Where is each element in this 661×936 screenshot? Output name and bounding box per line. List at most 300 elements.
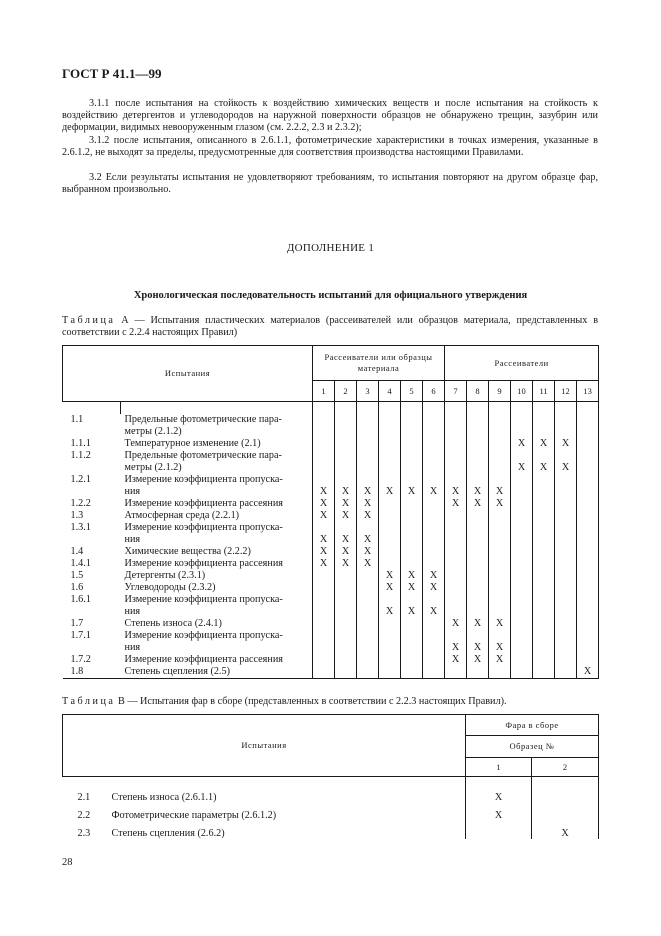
table-a-mark xyxy=(467,594,489,606)
table-a-mark xyxy=(313,606,335,618)
table-a-mark: X xyxy=(335,486,357,498)
table-a-mark xyxy=(401,462,423,474)
table-a-row-label: ния xyxy=(124,606,141,617)
table-b-row-label: Степень сцепления (2.6.2) xyxy=(111,828,225,839)
table-a-mark xyxy=(379,666,401,679)
table-a-mark xyxy=(379,438,401,450)
table-a-mark xyxy=(511,510,533,522)
table-a-mark xyxy=(555,474,577,486)
table-a-mark xyxy=(313,438,335,450)
table-a-mark xyxy=(445,666,467,679)
table-a-caption-label: Таблица xyxy=(62,315,116,326)
table-a-mark xyxy=(357,630,379,642)
table-a-mark: X xyxy=(335,558,357,570)
table-b-header-tests: Испытания xyxy=(63,715,466,777)
table-a-mark xyxy=(467,666,489,679)
table-a-row-label: Измерение коэффициента пропуска- xyxy=(124,594,283,605)
table-a-mark xyxy=(423,666,445,679)
table-a-row-label: Степень сцепления (2.5) xyxy=(121,666,313,679)
table-a-mark xyxy=(489,666,511,679)
paragraph-3-1-1: 3.1.1 после испытания на стойкость к воздействию химических веществ и после испытания на стойкость к воздействию детергентов и углеводородов на наружной поверхности образцов не обнаружено трещин, зазубрин или деформации, видимых невооруженным глазом (см. 2.2.2, 2.3 и 2.3.2); xyxy=(62,98,598,134)
table-a-spacer-cell xyxy=(511,402,533,415)
table-a-mark xyxy=(577,522,599,534)
table-a-row-id: 1.4 xyxy=(70,546,84,557)
table-a-mark xyxy=(445,450,467,462)
table-a-mark xyxy=(357,414,379,426)
table-a-mark xyxy=(379,450,401,462)
table-a-mark xyxy=(577,570,599,582)
table-a-mark: X xyxy=(423,486,445,498)
table-b-header-group: Фара в сборе xyxy=(466,715,599,736)
table-b-mark: X xyxy=(532,821,599,839)
table-a-mark xyxy=(533,630,555,642)
table-a-row-label: Измерение коэффициента пропуска- xyxy=(124,630,283,641)
table-a-mark xyxy=(511,606,533,618)
table-a-row-id: 1.1.1 xyxy=(70,438,91,449)
table-a-mark: X xyxy=(555,438,577,450)
table-a-mark xyxy=(533,522,555,534)
table-a-mark xyxy=(379,462,401,474)
table-a-mark xyxy=(555,510,577,522)
table-row xyxy=(63,821,599,839)
table-a-row-label: Детергенты (2.3.1) xyxy=(124,570,206,581)
table-a-mark xyxy=(379,618,401,630)
table-a-mark xyxy=(313,654,335,666)
table-b-row-label: Степень износа (2.6.1.1) xyxy=(111,792,217,803)
table-a-mark xyxy=(335,666,357,679)
table-a-mark xyxy=(489,510,511,522)
table-a-mark xyxy=(445,474,467,486)
table-a-mark xyxy=(423,630,445,642)
table-a-mark: X xyxy=(445,618,467,630)
table-a-mark: X xyxy=(445,654,467,666)
table-row xyxy=(63,654,599,666)
table-a-mark xyxy=(511,618,533,630)
table-a-mark xyxy=(533,426,555,438)
table-b-caption-text: В — Испытания фар в сборе (представленных в соответствии с 2.2.3 настоящих Правил). xyxy=(117,696,507,707)
table-row xyxy=(63,777,599,804)
table-a-mark xyxy=(423,426,445,438)
table-a-mark xyxy=(489,534,511,546)
table-a-mark xyxy=(533,642,555,654)
table-a-mark xyxy=(357,594,379,606)
table-row xyxy=(63,666,599,679)
table-row xyxy=(63,474,599,486)
table-a-mark xyxy=(313,414,335,426)
table-a-mark xyxy=(577,426,599,438)
table-a-mark xyxy=(423,546,445,558)
table-a-mark: X xyxy=(533,438,555,450)
table-a-col-number: 9 xyxy=(489,381,511,402)
table-a-mark xyxy=(533,666,555,679)
table-a-mark: X xyxy=(357,486,379,498)
table-a-mark xyxy=(313,450,335,462)
table-a-mark xyxy=(489,450,511,462)
table-a-row-id: 1.2.2 xyxy=(70,498,91,509)
table-a-mark: X xyxy=(401,486,423,498)
table-a-mark xyxy=(423,594,445,606)
table-a-mark: X xyxy=(313,510,335,522)
table-a-mark xyxy=(555,486,577,498)
section-title: Хронологическая последовательность испытаний для официального утверждения xyxy=(133,290,528,301)
table-a-mark xyxy=(423,618,445,630)
table-a-row-id: 1.3.1 xyxy=(70,522,91,533)
table-a-spacer-cell xyxy=(121,402,313,415)
table-a-col-number: 1 xyxy=(313,381,335,402)
table-b-mark xyxy=(466,821,532,839)
table-a-mark xyxy=(533,474,555,486)
table-a-mark xyxy=(467,570,489,582)
table-a-mark: X xyxy=(423,606,445,618)
table-a-mark xyxy=(335,462,357,474)
table-a-mark: X xyxy=(379,606,401,618)
table-a-mark xyxy=(401,630,423,642)
table-a-mark xyxy=(467,522,489,534)
table-a-mark xyxy=(335,642,357,654)
table-a-mark xyxy=(357,462,379,474)
table-a-mark xyxy=(423,462,445,474)
table-a-col-number: 5 xyxy=(401,381,423,402)
table-row xyxy=(63,534,599,546)
table-a-mark xyxy=(577,654,599,666)
table-a-mark xyxy=(467,582,489,594)
table-a-mark xyxy=(445,558,467,570)
table-b xyxy=(62,714,599,839)
table-a-row-id: 1.1.2 xyxy=(70,450,91,461)
table-a-mark xyxy=(423,558,445,570)
table-a-spacer-cell xyxy=(423,402,445,415)
table-a-mark xyxy=(511,558,533,570)
table-a-mark xyxy=(423,498,445,510)
table-a-mark: X xyxy=(335,510,357,522)
table-a-row-label: Измерение коэффициента рассеяния xyxy=(124,654,283,665)
table-a-row-id: 1.1 xyxy=(70,414,84,425)
table-a-mark xyxy=(379,510,401,522)
table-a-mark xyxy=(467,534,489,546)
table-a-row-id: 1.3 xyxy=(70,510,84,521)
table-a-mark: X xyxy=(357,510,379,522)
table-a-mark xyxy=(445,594,467,606)
table-a-mark xyxy=(313,426,335,438)
table-a-mark xyxy=(489,462,511,474)
table-b-row-label: Фотометрические параметры (2.6.1.2) xyxy=(111,810,277,821)
table-a-mark: X xyxy=(379,486,401,498)
table-a-mark xyxy=(357,522,379,534)
table-a-mark xyxy=(533,558,555,570)
table-a-col-number: 10 xyxy=(511,381,533,402)
table-a-mark xyxy=(577,486,599,498)
table-a-mark xyxy=(379,630,401,642)
table-row xyxy=(63,426,599,438)
table-a-mark xyxy=(313,474,335,486)
table-a-spacer-cell xyxy=(533,402,555,415)
table-a-mark xyxy=(335,630,357,642)
table-a-mark xyxy=(511,486,533,498)
table-a-mark xyxy=(423,414,445,426)
table-a-mark: X xyxy=(313,498,335,510)
table-a-mark xyxy=(489,438,511,450)
table-a-mark xyxy=(401,534,423,546)
table-a-mark xyxy=(577,546,599,558)
table-a-mark xyxy=(357,474,379,486)
table-row xyxy=(63,558,599,570)
table-a-mark: X xyxy=(445,486,467,498)
table-a-mark: X xyxy=(401,570,423,582)
table-row xyxy=(63,546,599,558)
table-a-col-number: 11 xyxy=(533,381,555,402)
table-a-mark xyxy=(467,450,489,462)
table-a-mark xyxy=(357,450,379,462)
table-b-body xyxy=(63,777,599,840)
table-a-mark xyxy=(335,438,357,450)
table-a-mark: X xyxy=(489,486,511,498)
table-a-mark xyxy=(335,606,357,618)
table-a-mark xyxy=(577,642,599,654)
table-a-mark: X xyxy=(379,570,401,582)
table-a-mark xyxy=(533,414,555,426)
table-b-mark: X xyxy=(466,777,532,804)
table-a-mark xyxy=(489,630,511,642)
table-a-mark xyxy=(335,450,357,462)
table-row xyxy=(63,438,599,450)
table-a-spacer-cell xyxy=(577,402,599,415)
table-a-mark xyxy=(489,522,511,534)
table-a-row-id: 1.7.1 xyxy=(70,630,91,641)
table-a-col-number: 13 xyxy=(577,381,599,402)
table-b-mark: X xyxy=(466,803,532,821)
table-a-mark xyxy=(533,498,555,510)
table-a-mark xyxy=(555,498,577,510)
table-a-row-id xyxy=(63,606,121,618)
table-a-mark xyxy=(533,534,555,546)
table-a-mark: X xyxy=(489,618,511,630)
table-a-mark xyxy=(489,570,511,582)
table-a-mark xyxy=(467,606,489,618)
table-a-mark xyxy=(489,474,511,486)
table-a-mark xyxy=(445,546,467,558)
paragraph-3-2: 3.2 Если результаты испытания не удовлетворяют требованиям, то испытания повторяют на другом образце фар, выбранном произвольно. xyxy=(62,172,598,196)
table-row xyxy=(63,450,599,462)
table-a-mark xyxy=(379,546,401,558)
table-a-mark xyxy=(467,462,489,474)
table-a-body xyxy=(63,402,599,679)
table-a-mark xyxy=(379,498,401,510)
table-a-mark xyxy=(401,546,423,558)
table-a-mark xyxy=(379,474,401,486)
table-a-mark xyxy=(533,570,555,582)
table-a-mark xyxy=(533,618,555,630)
table-a-mark: X xyxy=(313,534,335,546)
table-a-mark: X xyxy=(489,498,511,510)
table-a-mark xyxy=(313,522,335,534)
table-a-mark: X xyxy=(533,462,555,474)
table-a-mark xyxy=(511,522,533,534)
table-row xyxy=(63,594,599,606)
table-a-header-group-1: Рассеиватели или образцы материала xyxy=(313,346,445,381)
table-a-row-id xyxy=(63,462,121,474)
table-a-mark xyxy=(467,426,489,438)
table-a-mark xyxy=(445,630,467,642)
table-a-row-id: 1.6 xyxy=(70,582,84,593)
table-a-mark xyxy=(357,666,379,679)
table-a-header-tests: Испытания xyxy=(63,346,313,402)
table-a-row-label: Предельные фотометрические пара- xyxy=(124,414,282,425)
table-a-mark xyxy=(555,414,577,426)
table-a-mark: X xyxy=(423,570,445,582)
table-a-spacer-cell xyxy=(379,402,401,415)
table-a-mark xyxy=(467,414,489,426)
table-row xyxy=(63,486,599,498)
table-a-mark xyxy=(401,558,423,570)
table-a-row-label: Предельные фотометрические пара- xyxy=(124,450,282,461)
table-a-mark xyxy=(401,654,423,666)
table-a-mark xyxy=(379,654,401,666)
table-a-mark: X xyxy=(313,558,335,570)
table-b-row-id: 2.2 xyxy=(77,810,91,821)
table-a-mark xyxy=(423,642,445,654)
table-a-spacer-cell xyxy=(335,402,357,415)
table-a-mark xyxy=(577,510,599,522)
table-a-mark xyxy=(357,438,379,450)
table-b-mark xyxy=(532,803,599,821)
table-a-row-label: ния xyxy=(124,642,141,653)
table-a-mark xyxy=(401,618,423,630)
table-a-mark xyxy=(511,642,533,654)
table-a-mark xyxy=(335,426,357,438)
table-a-mark: X xyxy=(511,438,533,450)
table-a-mark xyxy=(511,498,533,510)
table-a-col-number: 6 xyxy=(423,381,445,402)
table-a-mark xyxy=(555,546,577,558)
table-b-caption xyxy=(62,696,598,708)
table-a-mark xyxy=(379,522,401,534)
table-row xyxy=(63,462,599,474)
table-a-mark xyxy=(445,462,467,474)
table-row xyxy=(63,510,599,522)
table-a-mark xyxy=(423,654,445,666)
table-a-row-id xyxy=(63,426,121,438)
table-a-spacer-cell xyxy=(467,402,489,415)
table-b-mark xyxy=(532,777,599,804)
table-row xyxy=(63,570,599,582)
table-a-row-id xyxy=(63,642,121,654)
table-a-mark xyxy=(555,618,577,630)
table-a-mark xyxy=(335,414,357,426)
table-a-mark xyxy=(379,594,401,606)
table-a-mark: X xyxy=(313,486,335,498)
table-a-mark xyxy=(577,498,599,510)
table-a-mark xyxy=(445,606,467,618)
table-a-mark xyxy=(577,630,599,642)
table-a-mark xyxy=(335,570,357,582)
table-a-mark xyxy=(511,666,533,679)
table-row xyxy=(63,498,599,510)
table-a-mark xyxy=(379,642,401,654)
table-a-mark xyxy=(511,426,533,438)
table-a-mark: X xyxy=(467,498,489,510)
table-a-mark xyxy=(577,534,599,546)
table-a-mark xyxy=(467,474,489,486)
table-a-mark xyxy=(445,522,467,534)
table-a-col-number: 4 xyxy=(379,381,401,402)
table-a-mark xyxy=(423,474,445,486)
table-a-mark xyxy=(577,594,599,606)
table-a-mark xyxy=(335,654,357,666)
table-a-row-label: Измерение коэффициента пропуска- xyxy=(124,474,283,485)
table-a-mark: X xyxy=(357,534,379,546)
table-a-mark xyxy=(335,474,357,486)
table-a-mark xyxy=(489,426,511,438)
table-a-mark xyxy=(511,474,533,486)
table-a-mark: X xyxy=(335,546,357,558)
table-a-row-label: Углеводороды (2.3.2) xyxy=(124,582,216,593)
table-a-spacer-cell xyxy=(401,402,423,415)
table-a-mark xyxy=(533,582,555,594)
table-a-mark xyxy=(401,498,423,510)
table-a-row-label: метры (2.1.2) xyxy=(124,426,182,437)
table-a-mark xyxy=(533,606,555,618)
table-a-mark: X xyxy=(357,558,379,570)
table-a-col-number: 2 xyxy=(335,381,357,402)
table-row xyxy=(63,803,599,821)
table-a-mark xyxy=(533,594,555,606)
table-a-row-label: Измерение коэффициента пропуска- xyxy=(124,522,283,533)
table-a-spacer-row xyxy=(63,402,599,415)
table-a-mark xyxy=(379,558,401,570)
table-a-mark: X xyxy=(467,642,489,654)
table-a-mark xyxy=(555,666,577,679)
table-a-caption-text: А — Испытания пластических материалов (рассеивателей или образцов материала, представленных в соответствии с 2.2.4 настоящих Правил) xyxy=(62,315,598,339)
table-a-row-label: ния xyxy=(124,534,141,545)
table-a-mark xyxy=(401,642,423,654)
table-a-mark xyxy=(555,642,577,654)
table-a-row-id: 1.2.1 xyxy=(70,474,91,485)
table-a-mark xyxy=(555,594,577,606)
table-a-row-label: Температурное изменение (2.1) xyxy=(124,438,261,449)
table-a-mark xyxy=(313,642,335,654)
table-a-mark xyxy=(313,618,335,630)
table-b-caption-label: Таблица xyxy=(62,696,116,707)
table-a-row-label: метры (2.1.2) xyxy=(124,462,182,473)
table-a-mark xyxy=(577,582,599,594)
table-a-mark xyxy=(555,582,577,594)
table-a-mark xyxy=(577,414,599,426)
table-a-mark: X xyxy=(445,498,467,510)
table-a-mark xyxy=(489,594,511,606)
table-a-row-id: 1.6.1 xyxy=(70,594,91,605)
table-a-row-label: ния xyxy=(124,486,141,497)
table-a-mark xyxy=(357,582,379,594)
table-a-mark xyxy=(555,630,577,642)
table-b-row-id: 2.3 xyxy=(77,828,91,839)
table-a-row-label: Измерение коэффициента рассеяния xyxy=(124,558,283,569)
document-id: ГОСТ Р 41.1—99 xyxy=(62,66,162,81)
table-row xyxy=(63,606,599,618)
table-a-mark xyxy=(555,426,577,438)
table-a-mark xyxy=(313,462,335,474)
table-a-mark xyxy=(401,474,423,486)
table-a-mark xyxy=(401,666,423,679)
table-row xyxy=(63,582,599,594)
table-a-mark: X xyxy=(423,582,445,594)
table-a-mark: X xyxy=(357,498,379,510)
table-a-spacer-cell xyxy=(489,402,511,415)
table-a-row-id xyxy=(63,486,121,498)
table-a-mark: X xyxy=(313,546,335,558)
table-a-mark: X xyxy=(467,654,489,666)
table-a-mark xyxy=(555,450,577,462)
table-a-mark xyxy=(445,426,467,438)
